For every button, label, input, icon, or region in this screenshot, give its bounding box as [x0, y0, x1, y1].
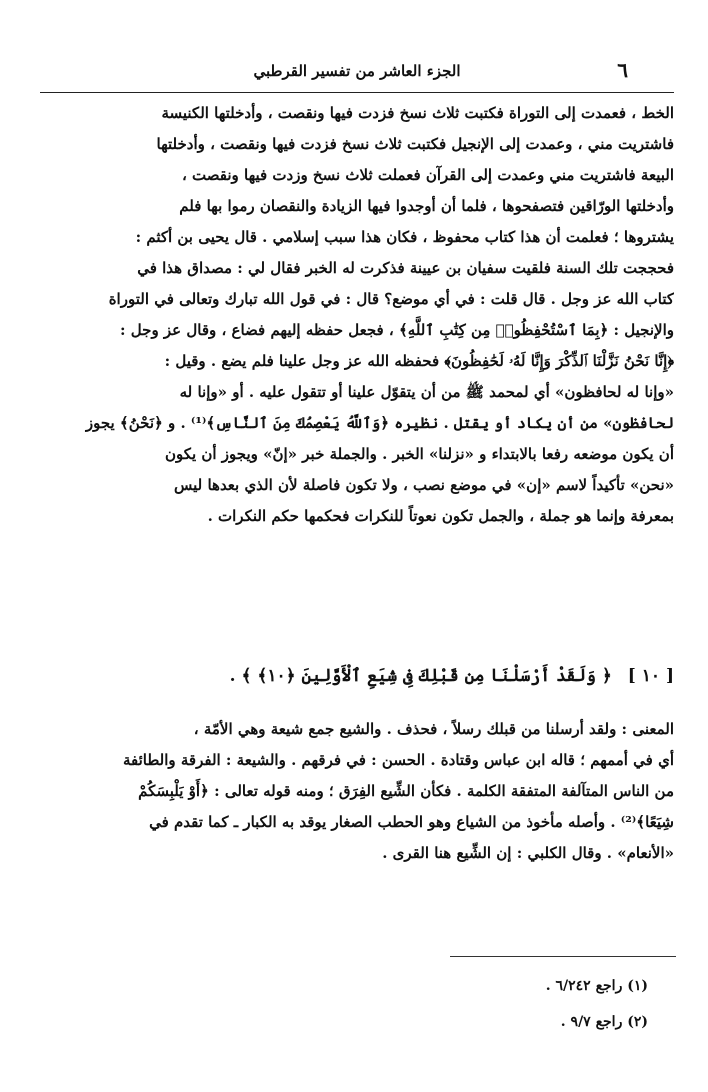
- page-number: ٦: [617, 58, 628, 82]
- text-line: الخط ، فعمدت إلى التوراة فكتبت ثلاث نسخ فزدت فيها ونقصت ، وأدخلتها الكنيسة: [161, 104, 674, 122]
- footnotes: [40, 968, 648, 1040]
- footnote-2: (٢) راجع ٩/٧ .: [560, 1014, 648, 1030]
- body-text: [40, 98, 674, 532]
- running-title: الجزء العاشر من تفسير القرطبي: [253, 62, 461, 80]
- text-line: والإنجيل : ﴿بِمَا ٱسْتُحْفِظُوا۟ مِن كِتَٰبِ ٱللَّهِ﴾ ، فجعل حفظه إليهم فضاع ، وقال عز وجل :: [120, 321, 674, 339]
- commentary-line: المعنى : ولقد أرسلنا من قبلك رسلاً ، فحذف . والشيع جمع شيعة وهي الأمّة ،: [193, 720, 674, 738]
- footnote-rule: [450, 956, 676, 957]
- text-line: أن يكون موضعه رفعا بالابتداء و «نزلنا» الخبر . والجملة خبر «إنّ» ويجوز أن يكون: [164, 445, 674, 463]
- footnote-1: (١) راجع ٦/٢٤٢ .: [545, 978, 648, 994]
- verse-text: ﴿ وَلَقَدْ أَرْسَلْنَا مِن قَبْلِكَ فِى شِيَعِ ٱلْأَوَّلِينَ ﴿١٠﴾ ﴾ .: [229, 666, 612, 686]
- text-line: كتاب الله عز وجل . قال قلت : في أي موضع؟ قال : في قول الله تبارك وتعالى في التوراة: [108, 290, 674, 308]
- text-line: «وإنا له لحافظون» أي لمحمد ﷺ من أن يتقوّل علينا أو تتقول عليه . أو «وإنا له: [179, 383, 674, 401]
- text-line: لحافظون» من أن يكاد أو يقتل . نظيره ﴿وَٱللَّهُ يَعْصِمُكَ مِنَ ٱلنَّاسِ﴾⁽¹⁾ . و ﴿نَحْنُ﴾ يجوز: [85, 414, 674, 432]
- text-line: فاشتريت مني ، وعمدت إلى الإنجيل فكتبت ثلاث نسخ فزدت فيها ونقصت ، وأدخلتها: [156, 135, 674, 153]
- text-line: فحججت تلك السنة فلقيت سفيان بن عيينة فذكرت له الخبر فقال لي : مصداق هذا في: [137, 259, 674, 277]
- verse-number: [ ١٠ ]: [627, 666, 674, 686]
- header-rule: [40, 92, 674, 93]
- text-line: بمعرفة وإنما هو جملة ، والجمل تكون نعوتاً للنكرات فحكمها حكم النكرات .: [207, 507, 674, 525]
- text-line: البيعة فاشتريت مني وعمدت إلى القرآن فعملت ثلاث نسخ وزدت فيها ونقصت ،: [181, 166, 674, 184]
- commentary-line: شِيَعًا﴾⁽²⁾ . وأصله مأخوذ من الشياع وهو الحطب الصغار يوقد به الكبار ـ كما تقدم في: [149, 813, 674, 831]
- text-line: وأدخلتها الورّاقين فتصفحوها ، فلما أن أوجدوا فيها الزيادة والنقصان رموا بها فلم: [179, 197, 674, 215]
- text-line: «نحن» تأكيداً لاسم «إن» في موضع نصب ، ولا تكون فاصلة لأن الذي بعدها ليس: [174, 476, 674, 494]
- page-header: [38, 58, 676, 90]
- commentary: [40, 714, 674, 869]
- commentary-line: «الأنعام» . وقال الكلبي : إن الشِّيع هنا القرى .: [382, 844, 674, 862]
- text-line: ﴿إِنَّا نَحْنُ نَزَّلْنَا ٱلذِّكْرَ وَإِنَّا لَهُۥ لَحَٰفِظُونَ﴾ فحفظه الله عز وجل علينا فلم يضع . وقيل :: [164, 352, 674, 370]
- commentary-line: أي في أممهم ؛ قاله ابن عباس وقتادة . الحسن : في فرقهم . والشيعة : الفرقة والطائفة: [123, 751, 674, 769]
- commentary-line: من الناس المتآلفة المتفقة الكلمة . فكأن الشِّيع الفِرَق ؛ ومنه قوله تعالى : ﴿أَوْ يَلْبِسَكُمْ: [138, 782, 674, 800]
- text-line: يشتروها ؛ فعلمت أن هذا كتاب محفوظ ، فكان هذا سبب إسلامي . قال يحيى بن أكثم :: [135, 228, 674, 246]
- verse-heading: [40, 660, 674, 692]
